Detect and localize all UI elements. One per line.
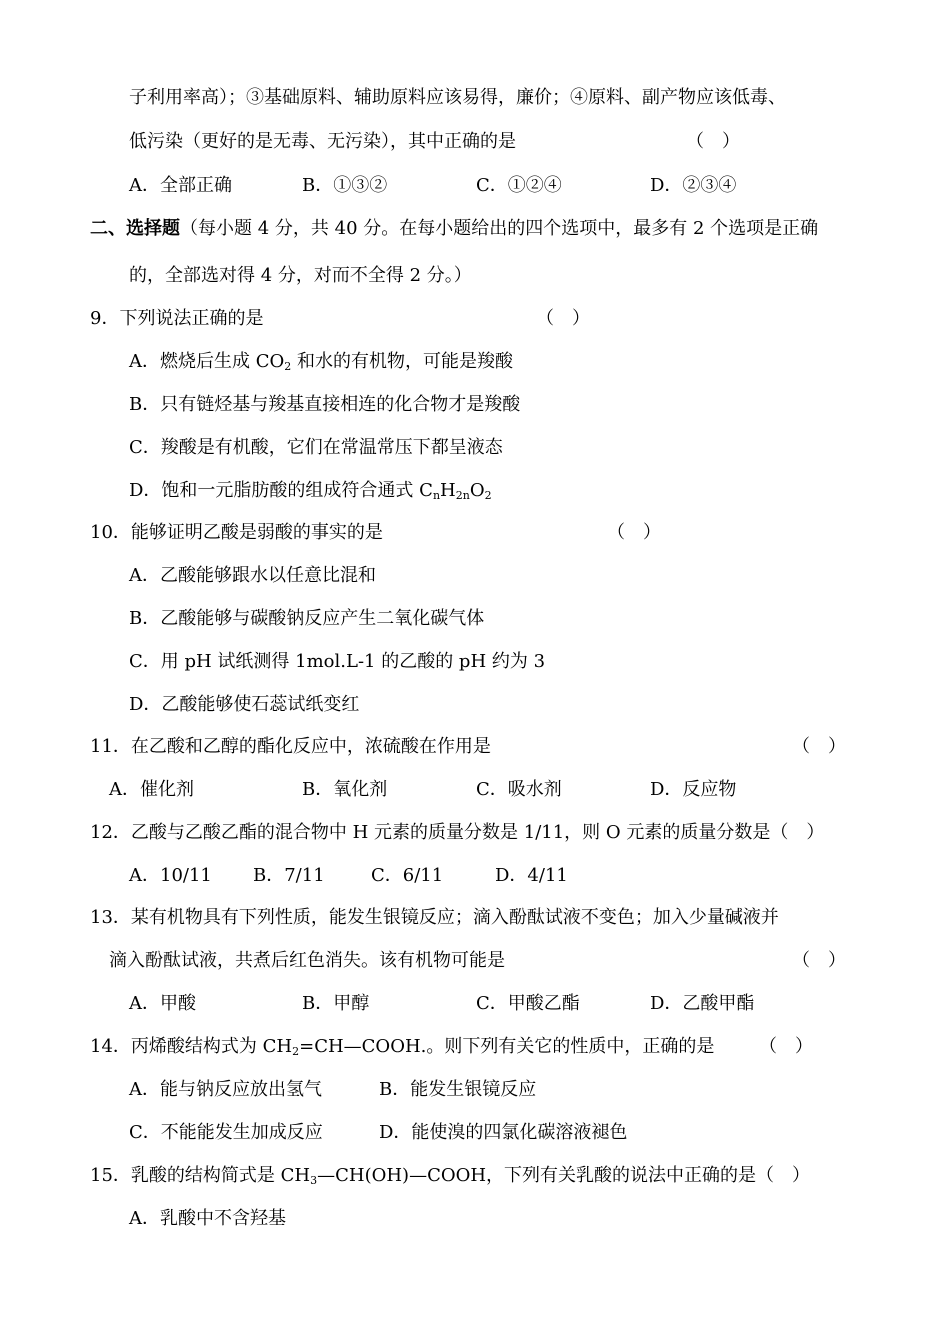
q15-stem [90, 1164, 810, 1188]
q14-option-c: C．不能能发生加成反应 [129, 1122, 323, 1143]
q10-option-b: B．乙酸能够与碳酸钠反应产生二氧化碳气体 [129, 608, 485, 629]
section2-header [90, 217, 818, 241]
q8-line1: 子利用率高）；③基础原料、辅助原料应该易得，廉价；④原料、副产物应该低毒、 [129, 87, 786, 108]
q8-line2: 低污染（更好的是无毒、无污染），其中正确的是 [129, 131, 516, 152]
q8-answer-paren: （ ） [686, 131, 740, 152]
q13-line2: 滴入酚酞试液，共煮后红色消失。该有机物可能是 [109, 950, 505, 971]
section2-desc1: （每小题 4 分，共 40 分。在每小题给出的四个选项中，最多有 2 个选项是正确 [180, 218, 819, 239]
q11-answer-paren: （ ） [792, 736, 846, 757]
q15-stem-sub: 3 [310, 1174, 318, 1187]
section2-title: 二、选择题 [90, 218, 180, 239]
q9-option-d-text2: H [440, 480, 456, 501]
q14-option-d: D．能使溴的四氯化碳溶液褪色 [379, 1122, 628, 1143]
q9-option-d-text3: O [469, 480, 485, 501]
q10-stem: 10．能够证明乙酸是弱酸的事实的是 [90, 522, 383, 543]
q14-option-b: B．能发生银镜反应 [379, 1079, 537, 1100]
q14-stem-text2: =CH—COOH.。则下列有关它的性质中，正确的是 [299, 1036, 715, 1057]
q11-stem: 11．在乙酸和乙醇的酯化反应中，浓硫酸在作用是 [90, 736, 491, 757]
q9-option-d-sub2: 2n [455, 489, 470, 502]
q13-line1: 13．某有机物具有下列性质，能发生银镜反应；滴入酚酞试液不变色；加入少量碱液并 [90, 907, 779, 928]
q9-option-d-sub1: n [432, 489, 441, 502]
q8-option-d: D．②③④ [650, 175, 737, 196]
q10-answer-paren: （ ） [607, 522, 661, 543]
q13-option-d: D．乙酸甲酯 [650, 993, 755, 1014]
q12-option-a: A．10/11 [129, 865, 212, 886]
q9-option-d-sub3: 2 [484, 489, 492, 502]
q12-option-c: C．6/11 [371, 865, 444, 886]
q14-stem-text1: 14．丙烯酸结构式为 CH [90, 1036, 293, 1057]
q8-option-c: C．①②④ [476, 175, 562, 196]
q10-option-d: D．乙酸能够使石蕊试纸变红 [129, 694, 360, 715]
q11-option-c: C．吸水剂 [476, 779, 562, 800]
q9-option-a-text1: A．燃烧后生成 CO [129, 351, 285, 372]
q15-option-a: A．乳酸中不含羟基 [129, 1208, 286, 1229]
q13-option-c: C．甲酸乙酯 [476, 993, 580, 1014]
q10-option-c: C．用 pH 试纸测得 1mol.L-1 的乙酸的 pH 约为 3 [129, 651, 546, 672]
q9-option-d-text1: D．饱和一元脂肪酸的组成符合通式 C [129, 480, 433, 501]
q12-option-b: B．7/11 [253, 865, 325, 886]
q9-option-b: B．只有链烃基与羧基直接相连的化合物才是羧酸 [129, 394, 521, 415]
q8-option-b: B．①③② [302, 175, 388, 196]
q13-option-a: A．甲酸 [129, 993, 196, 1014]
q9-option-a-sub: 2 [284, 360, 292, 373]
q11-option-b: B．氧化剂 [302, 779, 388, 800]
q14-option-a: A．能与钠反应放出氢气 [129, 1079, 322, 1100]
q12-stem: 12．乙酸与乙酸乙酯的混合物中 H 元素的质量分数是 1/11，则 O 元素的质量分数是（ ） [90, 822, 825, 843]
q14-answer-paren: （ ） [759, 1036, 813, 1057]
q9-stem: 9．下列说法正确的是 [90, 308, 264, 329]
q15-stem-text2: —CH(OH)—COOH，下列有关乳酸的说法中正确的是（ ） [317, 1165, 811, 1186]
q15-stem-text1: 15．乳酸的结构简式是 CH [90, 1165, 311, 1186]
q11-option-a: A．催化剂 [109, 779, 194, 800]
section2-desc2: 的，全部选对得 4 分，对而不全得 2 分。） [129, 265, 472, 286]
q12-option-d: D．4/11 [495, 865, 568, 886]
q14-stem-sub: 2 [292, 1045, 300, 1058]
q14-stem [90, 1035, 714, 1059]
q9-option-d [129, 479, 492, 503]
q9-option-a-text2: 和水的有机物，可能是羧酸 [291, 351, 513, 372]
q11-option-d: D．反应物 [650, 779, 737, 800]
q9-answer-paren: （ ） [536, 308, 590, 329]
q8-option-a: A．全部正确 [129, 175, 232, 196]
q13-answer-paren: （ ） [792, 950, 846, 971]
q10-option-a: A．乙酸能够跟水以任意比混和 [129, 565, 376, 586]
q9-option-a [129, 350, 513, 374]
q13-option-b: B．甲醇 [302, 993, 370, 1014]
q9-option-c: C．羧酸是有机酸，它们在常温常压下都呈液态 [129, 437, 503, 458]
